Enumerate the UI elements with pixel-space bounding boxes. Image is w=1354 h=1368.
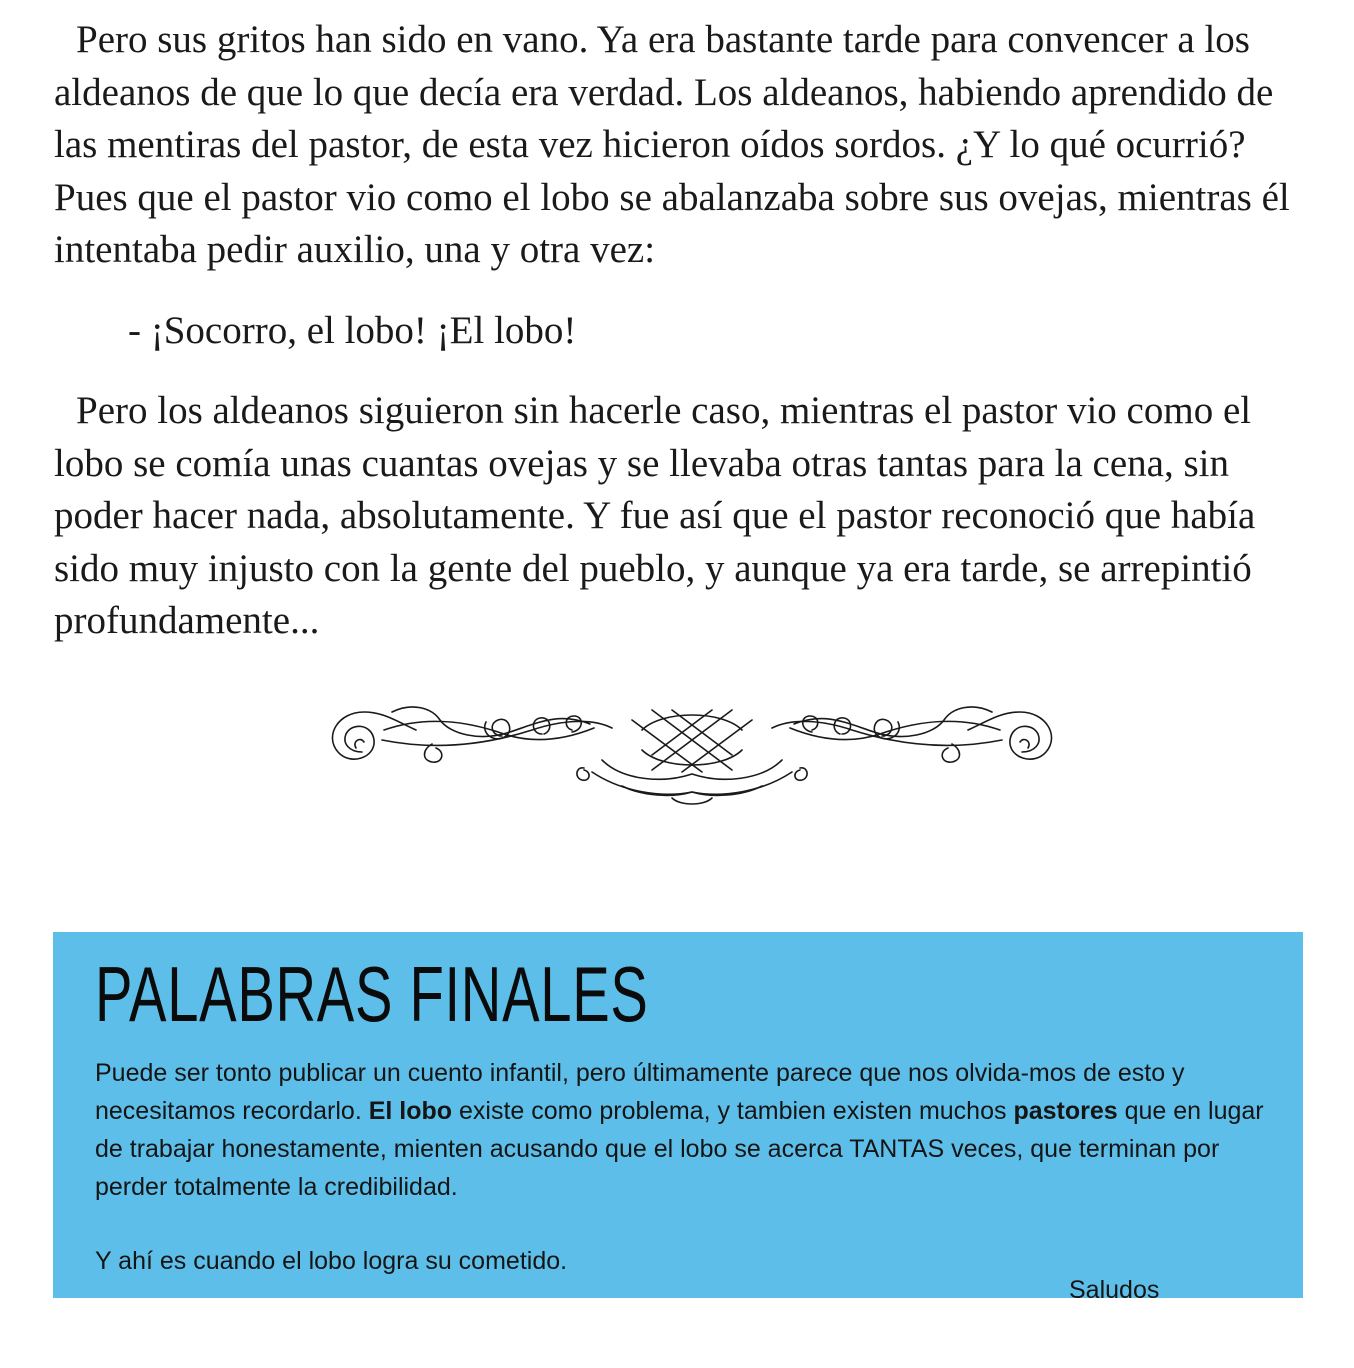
story-paragraph-2: Pero los aldeanos siguieron sin hacerle caso, mientras el pastor vio como el lobo se comía unas cuantas ovejas y se llevaba otras tantas para la cena, sin poder hacer nada, absolutamente. Y fue así que el pastor reconoció que había sido muy injusto con la gente del pueblo, y aunque ya era tarde, se arrepintió profundamente... <box>54 389 1256 642</box>
story-dialogue: - ¡Socorro, el lobo! ¡El lobo! <box>128 308 577 352</box>
bold-el-lobo: El lobo <box>368 1097 453 1125</box>
body-text-2: existe como problema, y tambien existen muchos <box>452 1097 1014 1125</box>
body-text-1: Puede ser tonto publicar un cuento infantil, pero últimamente parece que nos olvida-mos de esto y necesitamos recordarlo. <box>95 1059 1185 1125</box>
body-text-3: que en lugar de trabajar honestamente, mienten acusando que el lobo se acerca TANTAS veces, que terminan por perder totalmente la credibilidad. <box>95 1097 1264 1201</box>
signoff: Saludos <box>1069 1276 1160 1304</box>
final-words-title: PALABRAS FINALES <box>95 950 649 1038</box>
final-words-body <box>95 1054 1285 1280</box>
final-words-closing: Y ahí es cuando el lobo logra su cometido. <box>95 1247 568 1275</box>
flourish-divider-icon <box>322 690 1062 810</box>
story-paragraph-1: Pero sus gritos han sido en vano. Ya era bastante tarde para convencer a los aldeanos de que lo que decía era verdad. Los aldeanos, habiendo aprendido de las mentiras del pastor, de esta vez hicieron oídos sordos. ¿Y lo qué ocurrió? Pues que el pastor vio como el lobo se abalanzaba sobre sus ovejas, mientras él intentaba pedir auxilio, una y otra vez: <box>54 18 1290 271</box>
bold-pastores: pastores <box>1013 1097 1118 1125</box>
final-words-panel <box>53 932 1303 1304</box>
story-text <box>54 14 1316 648</box>
final-words-paragraph <box>95 1054 1285 1206</box>
